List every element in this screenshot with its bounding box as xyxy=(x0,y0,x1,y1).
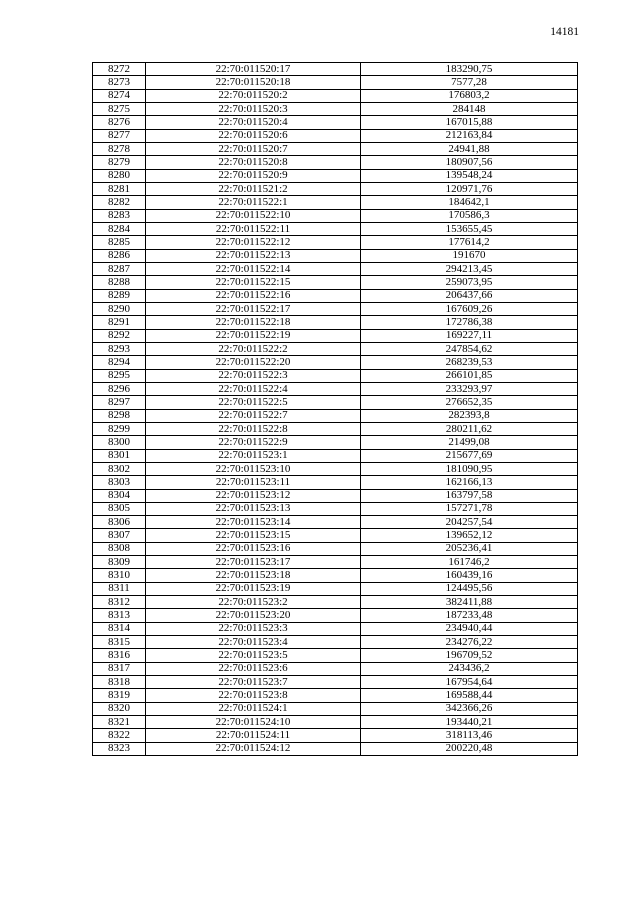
table-row xyxy=(93,542,578,555)
row-number-cell: 8287 xyxy=(93,262,146,275)
table-row xyxy=(93,102,578,115)
value-cell: 196709,52 xyxy=(361,649,578,662)
table-row xyxy=(93,142,578,155)
cadastral-number-cell: 22:70:011523:12 xyxy=(146,489,361,502)
cadastral-number-cell: 22:70:011520:8 xyxy=(146,156,361,169)
row-number-cell: 8291 xyxy=(93,316,146,329)
row-number-cell: 8292 xyxy=(93,329,146,342)
cadastral-number-cell: 22:70:011522:5 xyxy=(146,396,361,409)
value-cell: 176803,2 xyxy=(361,89,578,102)
table-row xyxy=(93,502,578,515)
value-cell: 247854,62 xyxy=(361,342,578,355)
table-row xyxy=(93,182,578,195)
row-number-cell: 8284 xyxy=(93,222,146,235)
row-number-cell: 8316 xyxy=(93,649,146,662)
row-number-cell: 8319 xyxy=(93,689,146,702)
value-cell: 161746,2 xyxy=(361,556,578,569)
row-number-cell: 8299 xyxy=(93,422,146,435)
value-cell: 342366,26 xyxy=(361,702,578,715)
value-cell: 172786,38 xyxy=(361,316,578,329)
value-cell: 139548,24 xyxy=(361,169,578,182)
cadastral-number-cell: 22:70:011522:7 xyxy=(146,409,361,422)
table-row xyxy=(93,156,578,169)
cadastral-number-cell: 22:70:011522:10 xyxy=(146,209,361,222)
table-row xyxy=(93,649,578,662)
cadastral-number-cell: 22:70:011523:2 xyxy=(146,596,361,609)
cadastral-number-cell: 22:70:011522:11 xyxy=(146,222,361,235)
row-number-cell: 8307 xyxy=(93,529,146,542)
table-row xyxy=(93,489,578,502)
table-row xyxy=(93,302,578,315)
table-row xyxy=(93,396,578,409)
value-cell: 139652,12 xyxy=(361,529,578,542)
value-cell: 206437,66 xyxy=(361,289,578,302)
table-row xyxy=(93,569,578,582)
cadastral-number-cell: 22:70:011520:7 xyxy=(146,142,361,155)
row-number-cell: 8289 xyxy=(93,289,146,302)
cadastral-number-cell: 22:70:011522:3 xyxy=(146,369,361,382)
cadastral-number-cell: 22:70:011523:18 xyxy=(146,569,361,582)
cadastral-number-cell: 22:70:011520:6 xyxy=(146,129,361,142)
row-number-cell: 8293 xyxy=(93,342,146,355)
row-number-cell: 8314 xyxy=(93,622,146,635)
value-cell: 200220,48 xyxy=(361,742,578,755)
table-row xyxy=(93,76,578,89)
table-row xyxy=(93,662,578,675)
cadastral-number-cell: 22:70:011523:5 xyxy=(146,649,361,662)
cadastral-number-cell: 22:70:011522:18 xyxy=(146,316,361,329)
value-cell: 280211,62 xyxy=(361,422,578,435)
cadastral-number-cell: 22:70:011523:4 xyxy=(146,636,361,649)
value-cell: 294213,45 xyxy=(361,262,578,275)
value-cell: 183290,75 xyxy=(361,63,578,76)
cadastral-number-cell: 22:70:011522:12 xyxy=(146,236,361,249)
row-number-cell: 8277 xyxy=(93,129,146,142)
value-cell: 7577,28 xyxy=(361,76,578,89)
table-row xyxy=(93,716,578,729)
value-cell: 24941,88 xyxy=(361,142,578,155)
table-row xyxy=(93,462,578,475)
row-number-cell: 8296 xyxy=(93,382,146,395)
table-row xyxy=(93,582,578,595)
value-cell: 167954,64 xyxy=(361,676,578,689)
cadastral-number-cell: 22:70:011522:15 xyxy=(146,276,361,289)
row-number-cell: 8280 xyxy=(93,169,146,182)
cadastral-number-cell: 22:70:011523:16 xyxy=(146,542,361,555)
table-row xyxy=(93,409,578,422)
row-number-cell: 8294 xyxy=(93,356,146,369)
table-row xyxy=(93,636,578,649)
row-number-cell: 8304 xyxy=(93,489,146,502)
cadastral-number-cell: 22:70:011523:1 xyxy=(146,449,361,462)
row-number-cell: 8290 xyxy=(93,302,146,315)
row-number-cell: 8273 xyxy=(93,76,146,89)
table-row xyxy=(93,262,578,275)
table-row xyxy=(93,729,578,742)
cadastral-number-cell: 22:70:011523:19 xyxy=(146,582,361,595)
cadastral-number-cell: 22:70:011522:14 xyxy=(146,262,361,275)
cadastral-number-cell: 22:70:011520:9 xyxy=(146,169,361,182)
cadastral-number-cell: 22:70:011520:4 xyxy=(146,116,361,129)
value-cell: 124495,56 xyxy=(361,582,578,595)
cadastral-number-cell: 22:70:011523:20 xyxy=(146,609,361,622)
cadastral-value-table xyxy=(92,62,578,756)
value-cell: 184642,1 xyxy=(361,196,578,209)
row-number-cell: 8323 xyxy=(93,742,146,755)
value-cell: 180907,56 xyxy=(361,156,578,169)
cadastral-number-cell: 22:70:011522:16 xyxy=(146,289,361,302)
row-number-cell: 8312 xyxy=(93,596,146,609)
value-cell: 243436,2 xyxy=(361,662,578,675)
value-cell: 282393,8 xyxy=(361,409,578,422)
table-row xyxy=(93,222,578,235)
cadastral-number-cell: 22:70:011520:17 xyxy=(146,63,361,76)
row-number-cell: 8282 xyxy=(93,196,146,209)
table-row xyxy=(93,609,578,622)
table-body xyxy=(93,63,578,756)
value-cell: 193440,21 xyxy=(361,716,578,729)
cadastral-number-cell: 22:70:011524:12 xyxy=(146,742,361,755)
row-number-cell: 8288 xyxy=(93,276,146,289)
cadastral-number-cell: 22:70:011524:11 xyxy=(146,729,361,742)
table-row xyxy=(93,236,578,249)
value-cell: 181090,95 xyxy=(361,462,578,475)
row-number-cell: 8297 xyxy=(93,396,146,409)
table-row xyxy=(93,676,578,689)
value-cell: 284148 xyxy=(361,102,578,115)
cadastral-number-cell: 22:70:011522:2 xyxy=(146,342,361,355)
table-row xyxy=(93,556,578,569)
row-number-cell: 8322 xyxy=(93,729,146,742)
cadastral-number-cell: 22:70:011522:1 xyxy=(146,196,361,209)
row-number-cell: 8300 xyxy=(93,436,146,449)
cadastral-number-cell: 22:70:011523:13 xyxy=(146,502,361,515)
table-row xyxy=(93,289,578,302)
table-row xyxy=(93,63,578,76)
table-row xyxy=(93,382,578,395)
value-cell: 215677,69 xyxy=(361,449,578,462)
table-row xyxy=(93,529,578,542)
cadastral-number-cell: 22:70:011522:17 xyxy=(146,302,361,315)
row-number-cell: 8274 xyxy=(93,89,146,102)
row-number-cell: 8295 xyxy=(93,369,146,382)
table-row xyxy=(93,476,578,489)
value-cell: 163797,58 xyxy=(361,489,578,502)
cadastral-number-cell: 22:70:011522:9 xyxy=(146,436,361,449)
table-row xyxy=(93,689,578,702)
cadastral-number-cell: 22:70:011523:17 xyxy=(146,556,361,569)
value-cell: 160439,16 xyxy=(361,569,578,582)
table-row xyxy=(93,742,578,755)
value-cell: 233293,97 xyxy=(361,382,578,395)
value-cell: 169227,11 xyxy=(361,329,578,342)
value-cell: 234276,22 xyxy=(361,636,578,649)
cadastral-number-cell: 22:70:011523:8 xyxy=(146,689,361,702)
table-row xyxy=(93,449,578,462)
value-cell: 187233,48 xyxy=(361,609,578,622)
row-number-cell: 8298 xyxy=(93,409,146,422)
table-row xyxy=(93,369,578,382)
row-number-cell: 8302 xyxy=(93,462,146,475)
row-number-cell: 8310 xyxy=(93,569,146,582)
value-cell: 162166,13 xyxy=(361,476,578,489)
row-number-cell: 8281 xyxy=(93,182,146,195)
value-cell: 21499,08 xyxy=(361,436,578,449)
cadastral-number-cell: 22:70:011523:15 xyxy=(146,529,361,542)
value-cell: 169588,44 xyxy=(361,689,578,702)
row-number-cell: 8308 xyxy=(93,542,146,555)
cadastral-number-cell: 22:70:011524:10 xyxy=(146,716,361,729)
row-number-cell: 8285 xyxy=(93,236,146,249)
cadastral-number-cell: 22:70:011522:8 xyxy=(146,422,361,435)
row-number-cell: 8279 xyxy=(93,156,146,169)
row-number-cell: 8318 xyxy=(93,676,146,689)
table-row xyxy=(93,342,578,355)
value-cell: 167609,26 xyxy=(361,302,578,315)
table-row xyxy=(93,356,578,369)
row-number-cell: 8320 xyxy=(93,702,146,715)
value-cell: 212163,84 xyxy=(361,129,578,142)
value-cell: 170586,3 xyxy=(361,209,578,222)
table-row xyxy=(93,329,578,342)
cadastral-number-cell: 22:70:011520:18 xyxy=(146,76,361,89)
value-cell: 382411,88 xyxy=(361,596,578,609)
cadastral-number-cell: 22:70:011520:2 xyxy=(146,89,361,102)
value-cell: 259073,95 xyxy=(361,276,578,289)
value-cell: 191670 xyxy=(361,249,578,262)
cadastral-number-cell: 22:70:011524:1 xyxy=(146,702,361,715)
value-cell: 153655,45 xyxy=(361,222,578,235)
table-row xyxy=(93,516,578,529)
value-cell: 167015,88 xyxy=(361,116,578,129)
value-cell: 204257,54 xyxy=(361,516,578,529)
cadastral-number-cell: 22:70:011523:11 xyxy=(146,476,361,489)
table-row xyxy=(93,116,578,129)
row-number-cell: 8315 xyxy=(93,636,146,649)
value-cell: 276652,35 xyxy=(361,396,578,409)
row-number-cell: 8309 xyxy=(93,556,146,569)
cadastral-number-cell: 22:70:011523:7 xyxy=(146,676,361,689)
row-number-cell: 8311 xyxy=(93,582,146,595)
cadastral-number-cell: 22:70:011523:6 xyxy=(146,662,361,675)
table-row xyxy=(93,169,578,182)
cadastral-number-cell: 22:70:011523:3 xyxy=(146,622,361,635)
table-row xyxy=(93,436,578,449)
cadastral-number-cell: 22:70:011523:10 xyxy=(146,462,361,475)
value-cell: 205236,41 xyxy=(361,542,578,555)
cadastral-number-cell: 22:70:011521:2 xyxy=(146,182,361,195)
table-row xyxy=(93,422,578,435)
value-cell: 268239,53 xyxy=(361,356,578,369)
row-number-cell: 8283 xyxy=(93,209,146,222)
row-number-cell: 8317 xyxy=(93,662,146,675)
value-cell: 177614,2 xyxy=(361,236,578,249)
table-row xyxy=(93,196,578,209)
cadastral-number-cell: 22:70:011523:14 xyxy=(146,516,361,529)
table-row xyxy=(93,316,578,329)
table-row xyxy=(93,596,578,609)
table-row xyxy=(93,129,578,142)
cadastral-number-cell: 22:70:011522:13 xyxy=(146,249,361,262)
row-number-cell: 8321 xyxy=(93,716,146,729)
row-number-cell: 8306 xyxy=(93,516,146,529)
row-number-cell: 8301 xyxy=(93,449,146,462)
row-number-cell: 8278 xyxy=(93,142,146,155)
row-number-cell: 8276 xyxy=(93,116,146,129)
row-number-cell: 8272 xyxy=(93,63,146,76)
cadastral-number-cell: 22:70:011520:3 xyxy=(146,102,361,115)
cadastral-number-cell: 22:70:011522:19 xyxy=(146,329,361,342)
cadastral-number-cell: 22:70:011522:4 xyxy=(146,382,361,395)
row-number-cell: 8303 xyxy=(93,476,146,489)
value-cell: 157271,78 xyxy=(361,502,578,515)
value-cell: 318113,46 xyxy=(361,729,578,742)
table-row xyxy=(93,249,578,262)
table-row xyxy=(93,209,578,222)
value-cell: 234940,44 xyxy=(361,622,578,635)
cadastral-number-cell: 22:70:011522:20 xyxy=(146,356,361,369)
row-number-cell: 8305 xyxy=(93,502,146,515)
table-row xyxy=(93,276,578,289)
row-number-cell: 8313 xyxy=(93,609,146,622)
table-row xyxy=(93,702,578,715)
row-number-cell: 8286 xyxy=(93,249,146,262)
row-number-cell: 8275 xyxy=(93,102,146,115)
page-number: 14181 xyxy=(550,26,579,38)
value-cell: 266101,85 xyxy=(361,369,578,382)
value-cell: 120971,76 xyxy=(361,182,578,195)
table-row xyxy=(93,89,578,102)
table-row xyxy=(93,622,578,635)
